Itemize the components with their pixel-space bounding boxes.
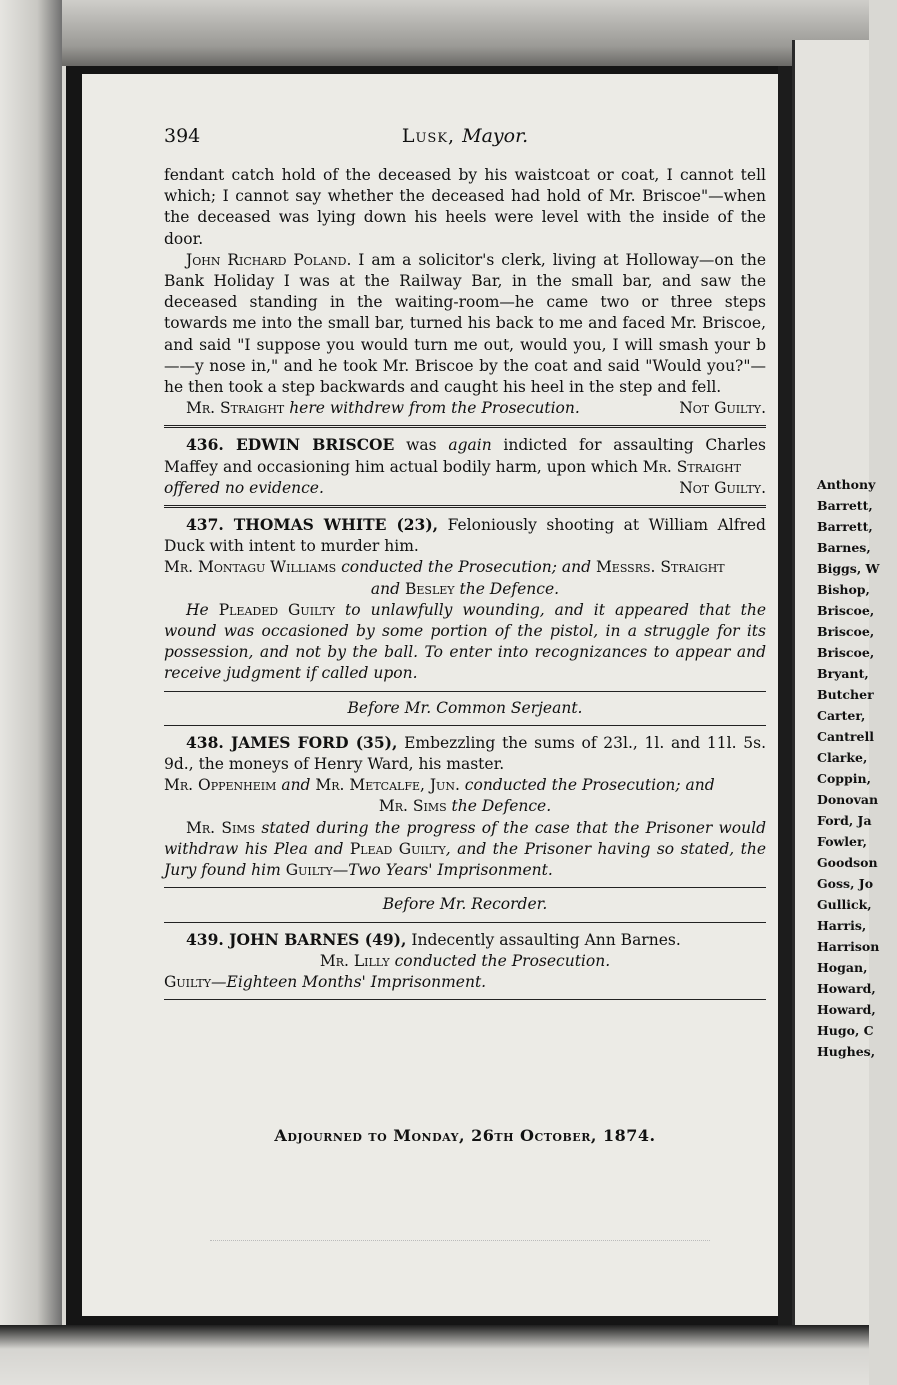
index-name: Briscoe, xyxy=(817,645,875,660)
page-number: 394 xyxy=(164,125,201,147)
index-name: Howard, xyxy=(817,981,876,996)
plea-label: Pleaded Guilty xyxy=(218,600,336,619)
case-heading: 436. EDWIN BRISCOE xyxy=(186,435,395,455)
counsel-text: the Defence. xyxy=(446,797,552,816)
counsel-text: and xyxy=(276,776,316,795)
adjournment-notice: Adjourned to Monday, 26th October, 1874. xyxy=(274,1126,656,1145)
page-gutter-edge xyxy=(778,66,792,1336)
counsel-name: Besley xyxy=(405,579,455,598)
note-text: stated during the progress of the case that the Prisoner would withdraw his Plea and xyxy=(164,818,766,858)
counsel-text: conducted the Prosecution. xyxy=(389,951,611,970)
sentence: —Two Years' Imprisonment. xyxy=(332,861,553,880)
case-437-counsel xyxy=(164,557,766,578)
index-name-list xyxy=(817,474,897,1062)
verdict: Not Guilty. xyxy=(679,478,766,497)
counsel-text: the Defence. xyxy=(454,579,560,598)
section-rule xyxy=(164,887,766,888)
case-436-text xyxy=(164,434,766,477)
scan-left-margin xyxy=(0,0,62,1385)
scan-top-border xyxy=(0,0,869,66)
note-text: , and the Prisoner having so stated, the Jury found him xyxy=(164,839,767,880)
index-name: Gullick, xyxy=(817,897,872,912)
counsel-text: conducted the Prosecution; xyxy=(336,558,562,577)
withdrew-line xyxy=(164,398,766,419)
index-name: Ford, Ja xyxy=(817,813,872,828)
case-436 xyxy=(164,434,766,499)
case-439 xyxy=(164,929,766,994)
section-rule xyxy=(164,999,766,1000)
case-438-note xyxy=(164,818,766,882)
continuation-paragraph: fendant catch hold of the deceased by his waistcoat or coat, I cannot tell which; I cannot say whether the deceased had hold of Mr. Briscoe"—when the deceased was lying down his heels were level with the inside of the door. xyxy=(164,166,766,248)
running-head-title: Mayor. xyxy=(462,125,529,147)
section-rule xyxy=(164,691,766,692)
plea-text: He xyxy=(186,600,219,619)
case-439-sentence xyxy=(164,972,766,993)
case-text-italic: again xyxy=(448,436,492,455)
counsel-name: Messrs. Straight xyxy=(595,558,725,577)
counsel-name: Mr. Oppenheim xyxy=(164,776,277,795)
index-name: Howard, xyxy=(817,1002,876,1017)
case-charge: Feloniously shooting at William Alfred Duck with intent to murder him. xyxy=(164,516,766,556)
counsel-name: Mr. Montagu Williams xyxy=(164,558,337,577)
outcome-text: offered no evidence. xyxy=(164,478,324,497)
sentence: —Eighteen Months' Imprisonment. xyxy=(211,972,487,991)
case-heading: 439. JOHN BARNES (49), xyxy=(186,929,407,949)
section-rule xyxy=(164,922,766,923)
index-name: Goss, Jo xyxy=(817,876,874,891)
counsel-name: Mr. Lilly xyxy=(319,951,390,970)
index-name: Donovan xyxy=(817,792,879,807)
index-name: Briscoe, xyxy=(817,624,875,639)
index-name: Hugo, C xyxy=(817,1023,874,1038)
case-text: was xyxy=(394,436,449,455)
plea-text: to unlawfully wounding, and it appeared that the wound was occasioned by some portion of the pistol, in a struggle for its possession, and not by the ball. To enter into recognizances to appear and receive judgment if called upon. xyxy=(164,600,766,683)
index-name: Bryant, xyxy=(817,666,869,681)
index-name: Coppin, xyxy=(817,771,871,786)
running-head-name: Lusk, xyxy=(401,125,456,147)
case-436-outcome xyxy=(164,478,766,499)
witness-testimony: I am a solicitor's clerk, living at Holloway—on the Bank Holiday I was at the Railway Bar, in the small bar, and saw the deceased standing in the waiting-room—he came two or three steps towards me into the small bar, turned his back to me and faced Mr. Briscoe, and said "I suppose you would turn me out, would you, I will smash your b——y nose in," and he took Mr. Briscoe by the coat and said "Would you?"—he then took a step backwards and caught his heel in the step and fell. xyxy=(164,250,766,397)
case-439-charge xyxy=(164,929,766,951)
index-name: Clarke, xyxy=(817,750,868,765)
court-heading: Before Mr. Recorder. xyxy=(382,895,548,914)
counsel-name: Mr. Metcalfe, Jun. xyxy=(315,776,460,795)
running-header xyxy=(164,125,766,165)
counsel-name: Mr. Sims xyxy=(378,797,447,816)
counsel-text: and xyxy=(370,579,405,598)
case-437-plea xyxy=(164,600,766,685)
section-rule xyxy=(164,505,766,508)
index-name: Hughes, xyxy=(817,1044,876,1059)
case-charge: Indecently assaulting Ann Barnes. xyxy=(406,930,681,949)
index-name: Barnes, xyxy=(817,540,871,555)
index-name: Anthony xyxy=(817,477,876,492)
court-heading: Before Mr. Common Serjeant. xyxy=(347,698,583,717)
index-name: Barrett, xyxy=(817,519,873,534)
index-name: Fowler, xyxy=(817,834,868,849)
case-heading: 438. JAMES FORD (35), xyxy=(186,732,398,752)
page-content xyxy=(164,125,766,1006)
case-437-charge xyxy=(164,514,766,557)
index-name: Harrison xyxy=(817,939,880,954)
index-name: Briscoe, xyxy=(817,603,875,618)
case-438 xyxy=(164,732,766,881)
case-438-defence xyxy=(164,796,766,817)
case-437-defence xyxy=(164,579,766,600)
poland-testimony xyxy=(164,250,766,398)
index-name: Harris, xyxy=(817,918,867,933)
counsel-text: and xyxy=(561,558,596,577)
index-name: Barrett, xyxy=(817,498,873,513)
running-head xyxy=(164,125,766,147)
witness-name: John Richard Poland. xyxy=(186,250,352,269)
case-439-counsel xyxy=(164,951,766,972)
section-rule xyxy=(164,725,766,726)
plea-label: Plead Guilty xyxy=(349,839,446,858)
withdrew-text: here withdrew from the Prosecution. xyxy=(284,399,580,418)
bleed-through-line xyxy=(210,1240,710,1242)
case-437 xyxy=(164,514,766,685)
index-name: Goodson xyxy=(817,855,878,870)
verdict: Guilty xyxy=(285,861,333,880)
counsel-name: Mr. Straight xyxy=(642,457,741,476)
index-name: Carter, xyxy=(817,708,866,723)
counsel-name: Mr. Straight xyxy=(186,399,285,418)
case-charge: Embezzling the sums of 23l., 1l. and 11l. 5s. 9d., the moneys of Henry Ward, his master. xyxy=(164,733,766,774)
verdict: Not Guilty. xyxy=(679,399,766,418)
index-name: Butcher xyxy=(817,687,874,702)
index-name: Hogan, xyxy=(817,960,868,975)
section-rule xyxy=(164,425,766,428)
verdict: Guilty xyxy=(164,972,212,991)
scan-bottom-border xyxy=(0,1325,869,1385)
counsel-name: Mr. Sims xyxy=(186,818,256,837)
case-438-counsel xyxy=(164,775,766,796)
index-name: Cantrell xyxy=(817,729,874,744)
facing-index-page xyxy=(792,40,880,1330)
counsel-text: conducted the Prosecution; and xyxy=(459,776,715,795)
case-text: indicted for assaulting Charles Maffey and occasioning him actual bodily harm, upon which xyxy=(164,436,766,476)
index-name: Bishop, xyxy=(817,582,870,597)
case-heading: 437. THOMAS WHITE (23), xyxy=(186,515,439,535)
case-438-charge xyxy=(164,732,766,775)
index-name: Biggs, W xyxy=(817,561,880,576)
